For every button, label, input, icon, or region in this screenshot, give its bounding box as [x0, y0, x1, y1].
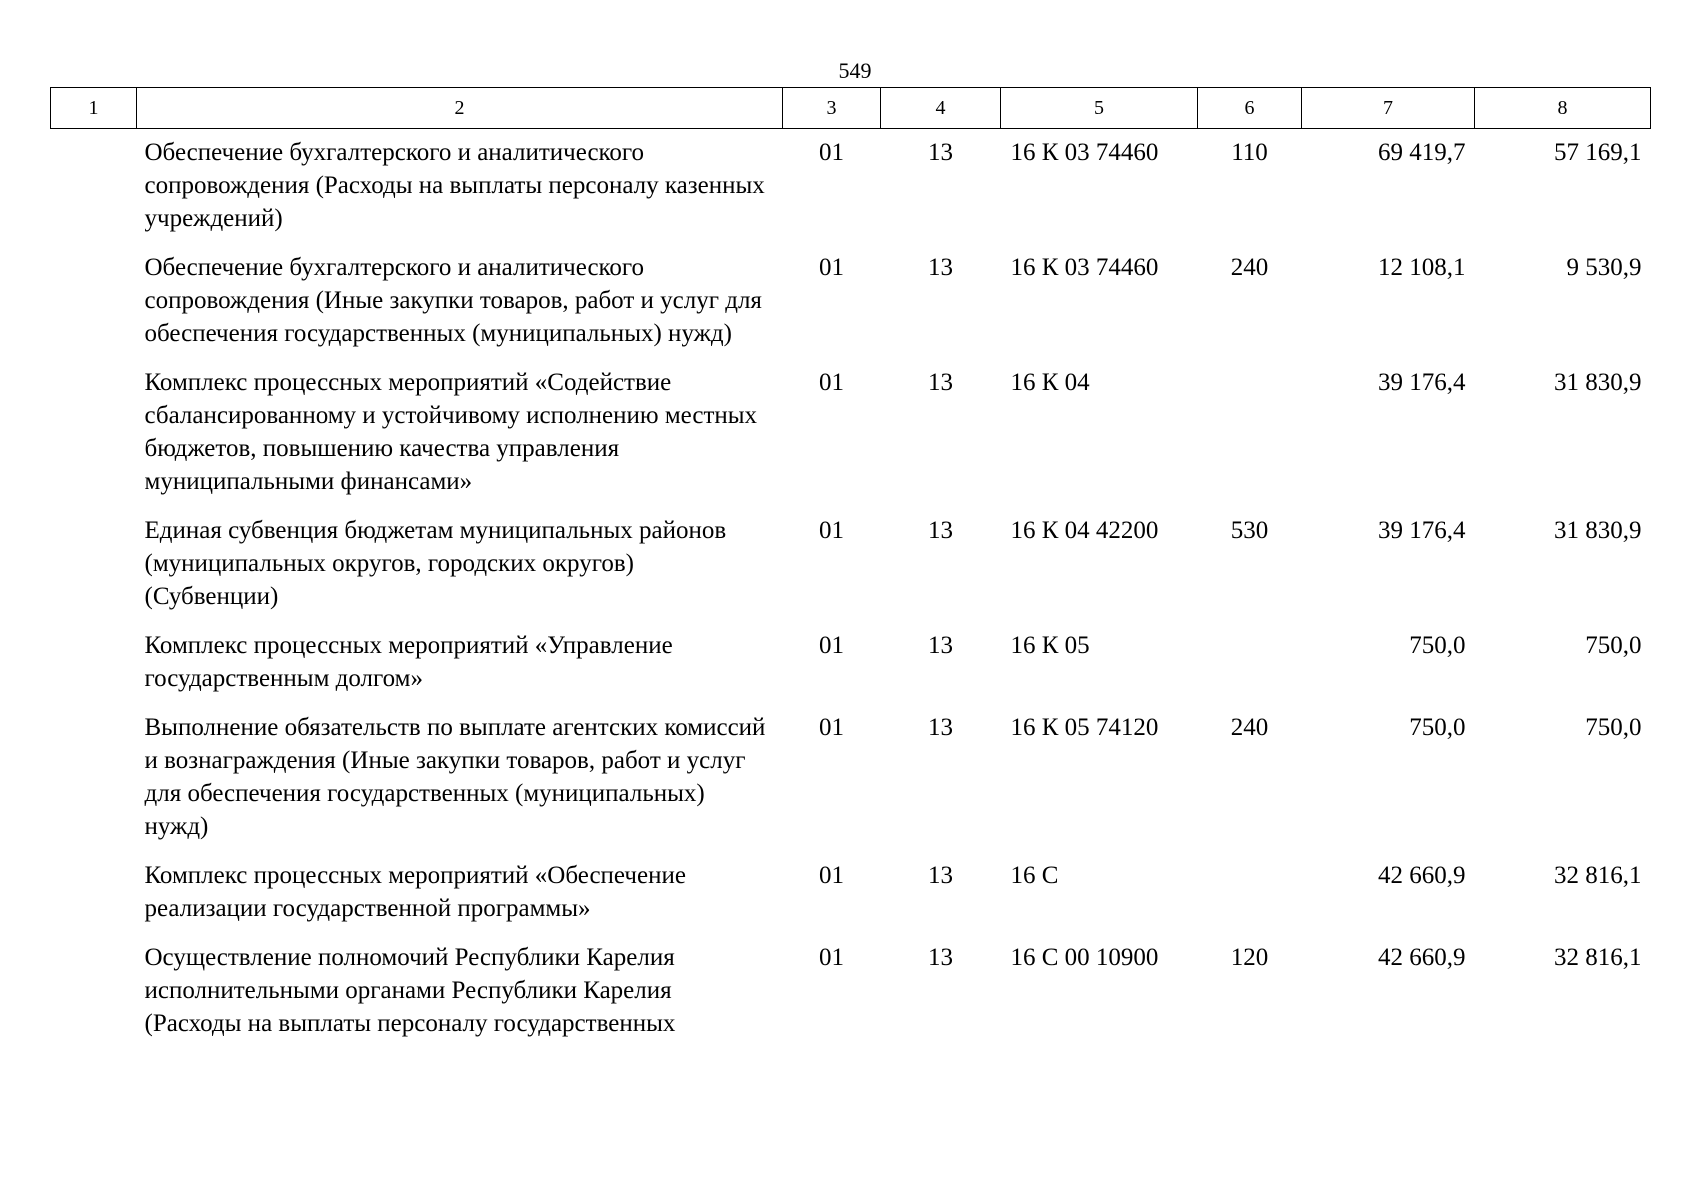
header-row: [51, 88, 1651, 129]
table-row: [51, 711, 1651, 859]
subsection-code-cell: 13: [928, 714, 953, 741]
section-code-cell: 01: [819, 714, 844, 741]
section-code-cell: 01: [819, 517, 844, 544]
expense-name-cell: Комплекс процессных мероприятий «Обеспечение реализации государственной программы»: [144, 862, 686, 922]
amount-2-cell: 31 830,9: [1554, 369, 1642, 396]
target-article-cell: 16 К 04: [1010, 369, 1090, 396]
expense-name-cell: Комплекс процессных мероприятий «Управление государственным долгом»: [144, 632, 673, 692]
table-row: [51, 366, 1651, 514]
row-number-cell: [51, 129, 137, 252]
expense-type-cell: 240: [1230, 714, 1269, 741]
row-number-cell: [51, 711, 137, 859]
table-header: [51, 88, 1651, 129]
subsection-code-cell: 13: [928, 632, 953, 659]
target-article-cell: 16 С: [1010, 862, 1059, 889]
amount-2-cell: 32 816,1: [1554, 862, 1642, 889]
header-col-5: 5: [1001, 88, 1198, 129]
amount-2-cell: 750,0: [1585, 714, 1642, 741]
amount-2-cell: 750,0: [1585, 632, 1642, 659]
section-code-cell: 01: [819, 254, 844, 281]
amount-1-cell: 39 176,4: [1378, 517, 1466, 544]
row-number-cell: [51, 629, 137, 711]
expense-name-cell: Единая субвенция бюджетам муниципальных районов (муниципальных округов, городских округов) (Субвенции): [144, 517, 727, 610]
amount-1-cell: 39 176,4: [1378, 369, 1466, 396]
target-article-cell: 16 К 04 42200: [1010, 517, 1159, 544]
expense-name-cell: Обеспечение бухгалтерского и аналитического сопровождения (Расходы на выплаты персоналу казенных учреждений): [144, 139, 765, 232]
page-number: 549: [838, 58, 872, 83]
header-col-3: 3: [783, 88, 881, 129]
amount-1-cell: 12 108,1: [1378, 254, 1466, 281]
subsection-code-cell: 13: [928, 369, 953, 396]
section-code-cell: 01: [819, 944, 844, 971]
row-number-cell: [51, 941, 137, 1056]
expense-type-cell: [1198, 629, 1302, 711]
row-number-cell: [51, 251, 137, 366]
subsection-code-cell: 13: [928, 944, 953, 971]
table-row: [51, 251, 1651, 366]
expense-type-cell: 240: [1230, 254, 1269, 281]
amount-1-cell: 42 660,9: [1378, 862, 1466, 889]
header-col-4: 4: [881, 88, 1001, 129]
expense-name-cell: Выполнение обязательств по выплате агентских комиссий и вознаграждения (Иные закупки товаров, работ и услуг для обеспечения государственных (муниципальных) нужд): [144, 714, 766, 840]
target-article-cell: 16 С 00 10900: [1010, 944, 1159, 971]
section-code-cell: 01: [819, 632, 844, 659]
section-code-cell: 01: [819, 369, 844, 396]
expense-type-cell: [1198, 859, 1302, 941]
target-article-cell: 16 К 03 74460: [1010, 254, 1159, 281]
table-row: [51, 514, 1651, 629]
expense-type-cell: 530: [1230, 517, 1269, 544]
header-col-2: 2: [137, 88, 783, 129]
section-code-cell: 01: [819, 862, 844, 889]
amount-1-cell: 750,0: [1409, 632, 1466, 659]
table-row: [51, 859, 1651, 941]
table-row: [51, 629, 1651, 711]
expense-name-cell: Осуществление полномочий Республики Карелия исполнительными органами Республики Карелия (Расходы на выплаты персоналу государственных: [144, 944, 676, 1037]
subsection-code-cell: 13: [928, 862, 953, 889]
table-row: [51, 129, 1651, 252]
subsection-code-cell: 13: [928, 139, 953, 166]
header-col-1: 1: [51, 88, 137, 129]
expense-type-cell: 120: [1230, 944, 1269, 971]
row-number-cell: [51, 366, 137, 514]
target-article-cell: 16 К 03 74460: [1010, 139, 1159, 166]
expense-type-cell: 110: [1231, 139, 1268, 166]
amount-2-cell: 32 816,1: [1554, 944, 1642, 971]
section-code-cell: 01: [819, 139, 844, 166]
target-article-cell: 16 К 05 74120: [1010, 714, 1159, 741]
header-col-8: 8: [1475, 88, 1651, 129]
amount-1-cell: 42 660,9: [1378, 944, 1466, 971]
expense-name-cell: Обеспечение бухгалтерского и аналитического сопровождения (Иные закупки товаров, работ и услуг для обеспечения государственных (муниципальных) нужд): [144, 254, 762, 347]
amount-2-cell: 57 169,1: [1554, 139, 1642, 166]
row-number-cell: [51, 859, 137, 941]
subsection-code-cell: 13: [928, 517, 953, 544]
header-col-7: 7: [1302, 88, 1475, 129]
amount-1-cell: 69 419,7: [1378, 139, 1466, 166]
budget-table: [50, 87, 1651, 1056]
subsection-code-cell: 13: [928, 254, 953, 281]
table-body: [51, 129, 1651, 1057]
table-row: [51, 941, 1651, 1056]
expense-type-cell: [1198, 366, 1302, 514]
target-article-cell: 16 К 05: [1010, 632, 1090, 659]
expense-name-cell: Комплекс процессных мероприятий «Содействие сбалансированному и устойчивому исполнению местных бюджетов, повышению качества управления муниципальными финансами»: [144, 369, 758, 495]
amount-2-cell: 9 530,9: [1566, 254, 1642, 281]
row-number-cell: [51, 514, 137, 629]
amount-1-cell: 750,0: [1409, 714, 1466, 741]
header-col-6: 6: [1198, 88, 1302, 129]
amount-2-cell: 31 830,9: [1554, 517, 1642, 544]
